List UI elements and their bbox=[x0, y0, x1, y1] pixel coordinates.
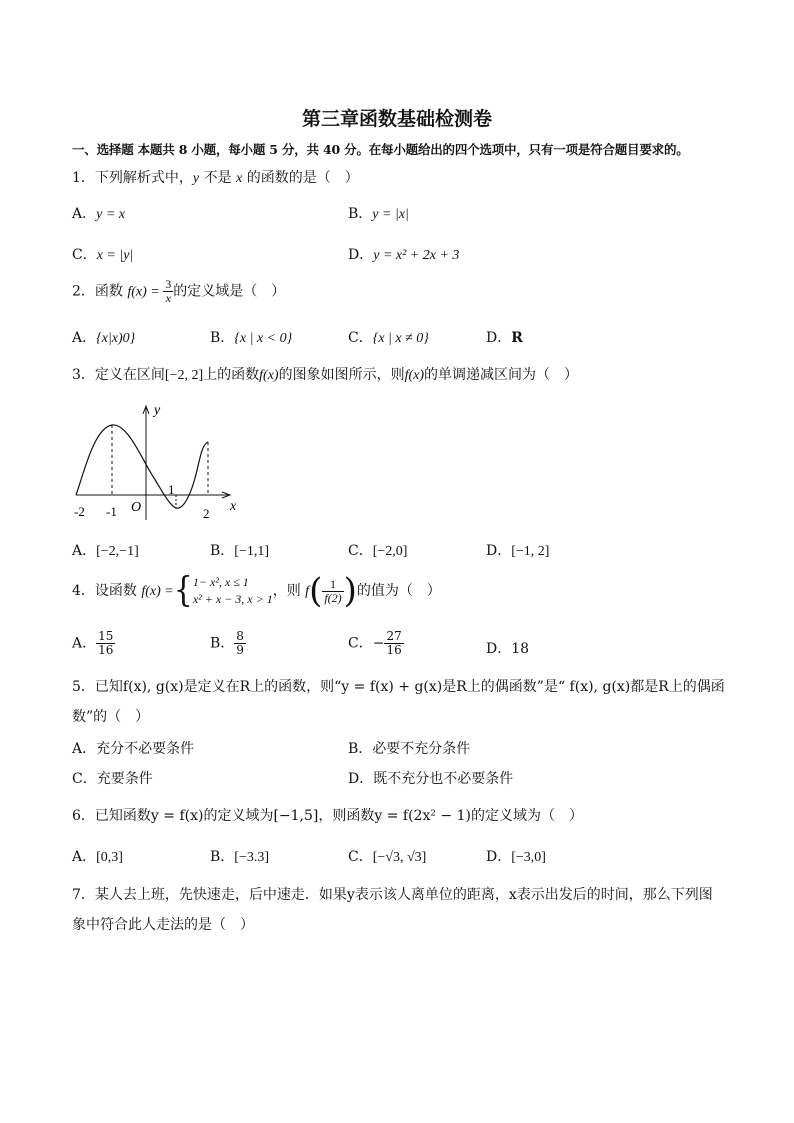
tick-label-minus-2: -2 bbox=[74, 504, 85, 519]
fraction-3-over-x: $\frac{3}{x}$ bbox=[165, 277, 172, 305]
function-graph bbox=[70, 398, 250, 526]
page-title: 第三章函数基础检测卷 bbox=[301, 108, 492, 130]
question-5-option-b[interactable]: B．必要不充分条件 bbox=[348, 741, 471, 757]
question-5-stem-line-2: 数”的（ ） bbox=[72, 709, 150, 725]
question-2-option-a[interactable]: A．{x|x)0} bbox=[72, 330, 136, 346]
question-3-option-d[interactable]: D．[−1, 2] bbox=[486, 543, 550, 559]
question-5-option-d[interactable]: D．既不充分也不必要条件 bbox=[348, 771, 514, 787]
question-6-option-a[interactable]: A．[0,3] bbox=[72, 849, 123, 865]
question-4-option-b[interactable]: B． $\frac{8}{9}$ bbox=[210, 629, 244, 657]
left-brace: { bbox=[173, 570, 193, 611]
question-7-stem-line-2: 象中符合此人走法的是（ ） bbox=[72, 917, 254, 933]
question-3-option-c[interactable]: C．[−2,0] bbox=[348, 543, 408, 559]
x-axis bbox=[76, 492, 230, 498]
question-3-option-b[interactable]: B．[−1,1] bbox=[210, 543, 270, 559]
question-1-option-a[interactable]: A．y = x bbox=[72, 206, 125, 222]
question-1-option-b[interactable]: B．y = |x| bbox=[348, 206, 409, 222]
tick-label-1: 1 bbox=[168, 482, 175, 497]
question-5-option-a[interactable]: A．充分不必要条件 bbox=[72, 741, 195, 757]
origin-label: O bbox=[131, 500, 142, 515]
question-3-option-a[interactable]: A．[−2,−1] bbox=[72, 543, 139, 559]
question-1-option-c[interactable]: C．x = |y| bbox=[72, 247, 134, 263]
question-2-stem: 2．函数 f(x) = $\frac{3}{x}$ 的定义域是（ ） bbox=[72, 277, 286, 305]
question-6-option-c[interactable]: C．[−√3, √3] bbox=[348, 849, 427, 865]
question-6-stem: 6．已知函数y = f(x)的定义域为[−1,5]，则函数y = f(2x² − 1)的定义域为（ ） bbox=[72, 808, 583, 824]
question-4-stem: 4．设函数 f(x) ={ 1− x², x ≤ 1 x² + x − 3, x > 1 ，则 f( $\frac{1}{f(2)}$ )的值为（ ） bbox=[72, 570, 441, 611]
question-6-option-b[interactable]: B．[−3.3] bbox=[210, 849, 270, 865]
question-5-option-c[interactable]: C．充要条件 bbox=[72, 771, 153, 787]
question-1-option-d[interactable]: D．y = x² + 2x + 3 bbox=[348, 247, 460, 263]
y-axis bbox=[143, 406, 149, 520]
question-4-option-c[interactable]: C．− $\frac{27}{16}$ bbox=[348, 629, 402, 657]
question-6-option-d[interactable]: D．[−3,0] bbox=[486, 849, 546, 865]
tick-label-minus-1: -1 bbox=[106, 504, 117, 519]
section-heading: 一、选择题 本题共 8 小题，每小题 5 分，共 40 分。在每小题给出的四个选项中，只有一项是符合题目要求的。 bbox=[72, 142, 689, 157]
question-7-stem-line-1: 7．某人去上班，先快速走，后中速走．如果y表示该人离单位的距离，x表示出发后的时间，那么下列图 bbox=[72, 887, 713, 903]
question-4-option-d[interactable]: D．18 bbox=[486, 641, 530, 657]
fraction-1-over-f2: $\frac{1}{f(2)}$ bbox=[324, 576, 342, 605]
question-2-option-b[interactable]: B．{x | x < 0} bbox=[210, 330, 293, 346]
question-2-option-d[interactable]: D．R bbox=[486, 330, 523, 346]
question-5-stem-line-1: 5．已知f(x), g(x)是定义在R上的函数，则“y = f(x) + g(x)是R上的偶函数”是“ f(x), g(x)都是R上的偶函 bbox=[72, 679, 725, 695]
question-1-stem: 1．下列解析式中，y 不是 x 的函数的是（ ） bbox=[72, 170, 359, 186]
question-2-option-c[interactable]: C．{x | x ≠ 0} bbox=[348, 330, 429, 346]
y-axis-label: y bbox=[154, 403, 161, 418]
tick-label-2: 2 bbox=[203, 506, 210, 521]
question-4-option-a[interactable]: A． $\frac{15}{16}$ bbox=[72, 629, 114, 657]
piecewise-cases: 1− x², x ≤ 1 x² + x − 3, x > 1 bbox=[192, 575, 273, 606]
question-3-stem: 3．定义在区间[−2, 2]上的函数f(x)的图象如图所示，则f(x)的单调递减区间为（ ） bbox=[72, 367, 579, 383]
function-curve bbox=[76, 425, 208, 508]
x-axis-label: x bbox=[230, 499, 237, 514]
